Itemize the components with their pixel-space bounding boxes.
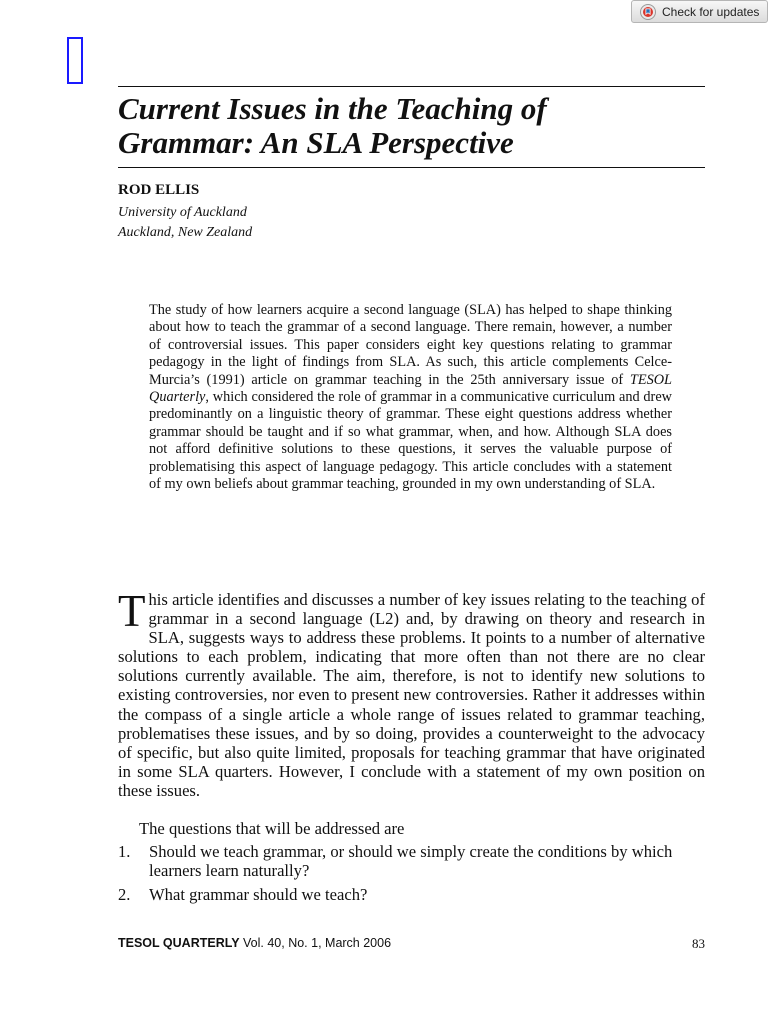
check-for-updates-button[interactable] [631,0,768,23]
author-name: ROD ELLIS [118,182,200,198]
title-rule-bottom [118,167,705,168]
footer-volume: Vol. 40, No. 1, March 2006 [243,936,392,950]
selection-frame [67,37,83,84]
body-paragraph-1 [118,586,705,800]
abstract-part-1: The study of how learners acquire a second language (SLA) has helped to shape thinking about how to teach the grammar of a second language. There remain, however, a number of controversial issues. This paper considers eight key questions relating to grammar pedagogy in the light of findings from SLA. As such, this article complements Celce-Murcia’s (1991) article on grammar teaching in the 25th anniversary issue of [149,302,672,388]
footer-citation [118,936,391,950]
title-rule-top [118,86,705,87]
question-text: Should we teach grammar, or should we simply create the conditions by which learners learn naturally? [149,842,673,881]
body-paragraph-2: The questions that will be addressed are [139,819,405,838]
drop-cap: T [118,586,146,636]
title-line-1: Current Issues in the Teaching of [118,91,547,126]
list-item [118,885,705,904]
abstract [149,302,672,493]
question-number: 1. [118,842,131,861]
affiliation-line-2: Auckland, New Zealand [118,225,253,240]
crossmark-badge-icon [640,4,656,20]
question-list [118,842,705,909]
abstract-journal-name: TESOL Quarterly [149,371,672,406]
page-number: 83 [692,936,705,951]
title-line-2: Grammar: An SLA Perspective [118,125,514,160]
footer-journal-name: TESOL QUARTERLY [118,936,240,950]
article-title [118,92,718,160]
abstract-part-2: , which considered the role of grammar in a communicative curriculum and drew predominantly on a linguistic theory of grammar. These eight questions address whether grammar should be taught and if so what grammar, when, and how. Although SLA does not afford definitive solutions to these questions, it serves the valuable purpose of problematising this aspect of language pedagogy. This article concludes with a statement of my own beliefs about grammar teaching, grounded in my own understanding of SLA. [149,389,672,493]
body-paragraph-1-text: his article identifies and discusses a number of key issues relating to the teaching of grammar in a second language (L2) and, by drawing on theory and research in SLA, suggests ways to address these problems. It points to a number of alternative solutions to each problem, indicating that more often than not there are no clear solutions currently available. The aim, therefore, is not to identify new solutions to existing controversies, nor even to present new controversies. Rather it addresses within the compass of a single article a whole range of issues related to grammar teaching, problematises these issues, and by so doing, provides a counterweight to the advocacy of specific, but also quite limited, proposals for teaching grammar that have originated in some SLA quarters. However, I conclude with a statement of my own position on these issues. [118,590,705,800]
author-affiliation [118,203,252,243]
check-for-updates-label: Check for updates [662,4,760,19]
affiliation-line-1: University of Auckland [118,205,247,220]
list-item [118,842,705,880]
question-number: 2. [118,885,131,905]
question-text: What grammar should we teach? [149,885,368,905]
